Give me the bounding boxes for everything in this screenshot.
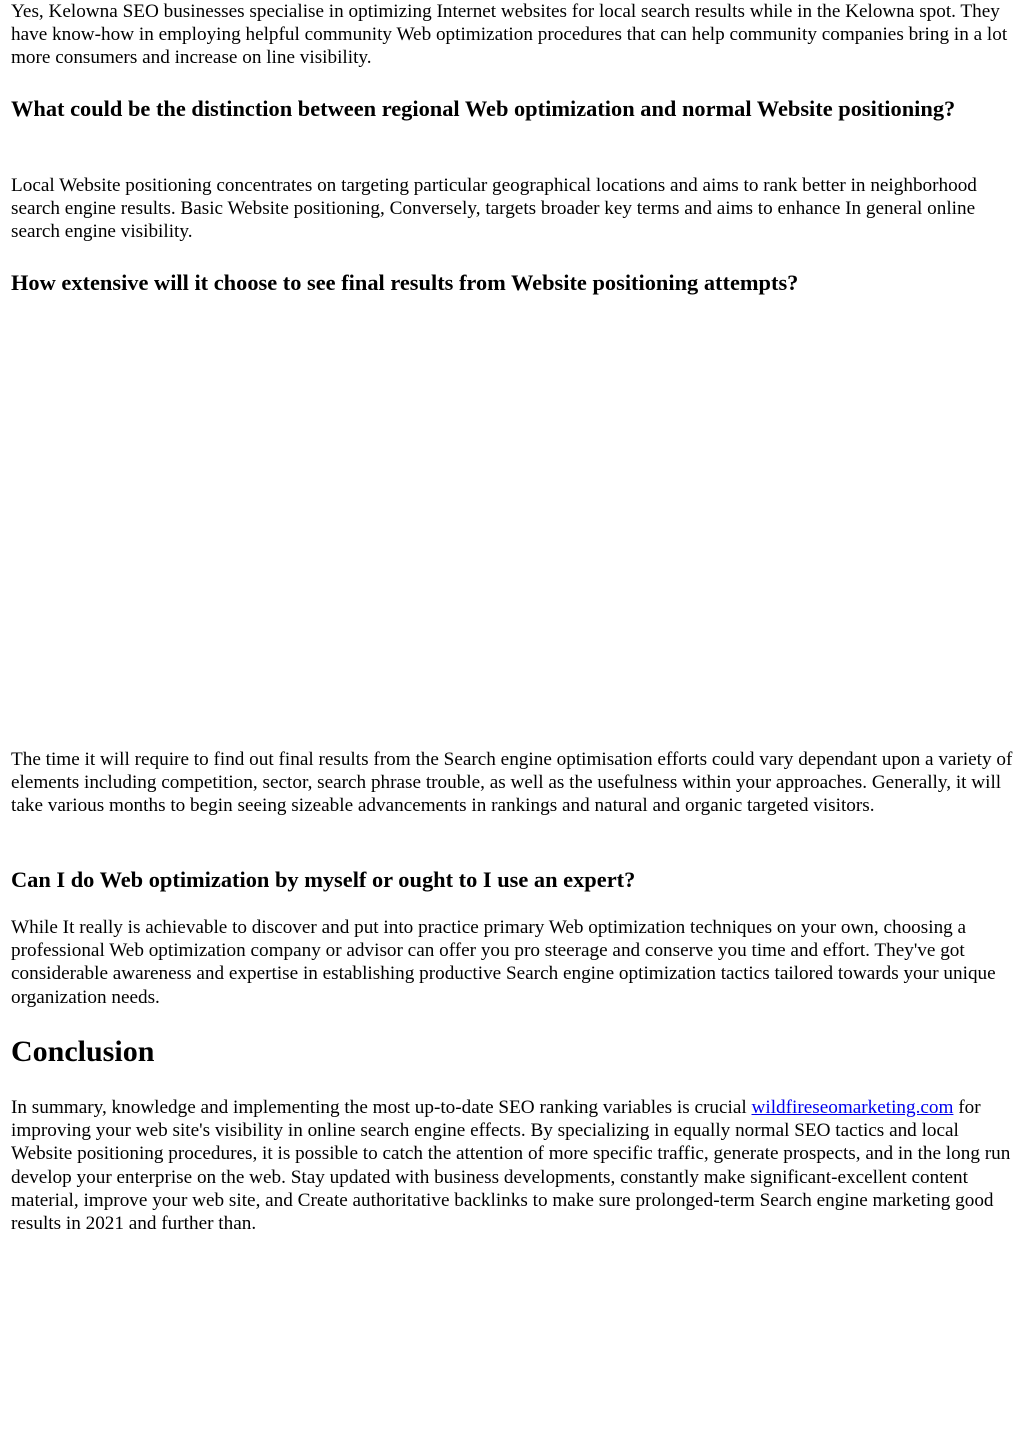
faq-heading-local-vs-normal-seo: What could be the distinction between regional Web optimization and normal Website positioning? xyxy=(11,96,956,121)
intro-paragraph: Yes, Kelowna SEO businesses specialise in optimizing Internet websites for local search results while in the Kelowna spot. They have know-how in employing helpful community Web optimization procedures that can help community companies bring in a lot more consumers and increase on line visibility. xyxy=(11,1,1008,69)
conclusion-heading: Conclusion xyxy=(11,1035,155,1068)
conclusion-text-start: In summary, knowledge and implementing the most up-to-date SEO ranking variables is crucial xyxy=(11,1097,752,1118)
conclusion-text-end: for improving your web site's visibility in online search engine effects. By specializing in equally normal SEO tactics and local Website positioning procedures, it is possible to catch the attention of more specific traffic, generate prospects, and in the long run develop your enterprise on the web. Stay updated with business developments, constantly make significant-excellent content material, improve your web site, and Create authoritative backlinks to make sure prolonged-term Search engine marketing good results in 2021 and further than. xyxy=(11,1097,1011,1235)
faq-answer-time-to-results: The time it will require to find out final results from the Search engine optimisation efforts could vary dependant upon a variety of elements including competition, sector, search phrase trouble, as well as the usefulness within your approaches. Generally, it will take various months to begin seeing sizeable advancements in rankings and natural and organic targeted visitors. xyxy=(11,749,1013,817)
faq-answer-diy-or-expert: While It really is achievable to discover and put into practice primary Web optimization techniques on your own, choosing a professional Web optimization company or advisor can offer you pro steerage and conserve you time and effort. They've got considerable awareness and expertise in establishing productive Search engine optimization tactics tailored towards your unique organization needs. xyxy=(11,917,996,1008)
faq-heading-diy-or-expert: Can I do Web optimization by myself or ought to I use an expert? xyxy=(11,867,636,892)
conclusion-paragraph xyxy=(11,1096,1014,1235)
faq-heading-time-to-results: How extensive will it choose to see final results from Website positioning attempts? xyxy=(11,270,799,295)
faq-answer-local-vs-normal-seo: Local Website positioning concentrates on targeting particular geographical locations and aims to rank better in neighborhood search engine results. Basic Website positioning, Conversely, targets broader key terms and aims to enhance In general online search engine visibility. xyxy=(11,175,977,243)
wildfireseomarketing-link[interactable]: wildfireseomarketing.com xyxy=(751,1097,954,1118)
